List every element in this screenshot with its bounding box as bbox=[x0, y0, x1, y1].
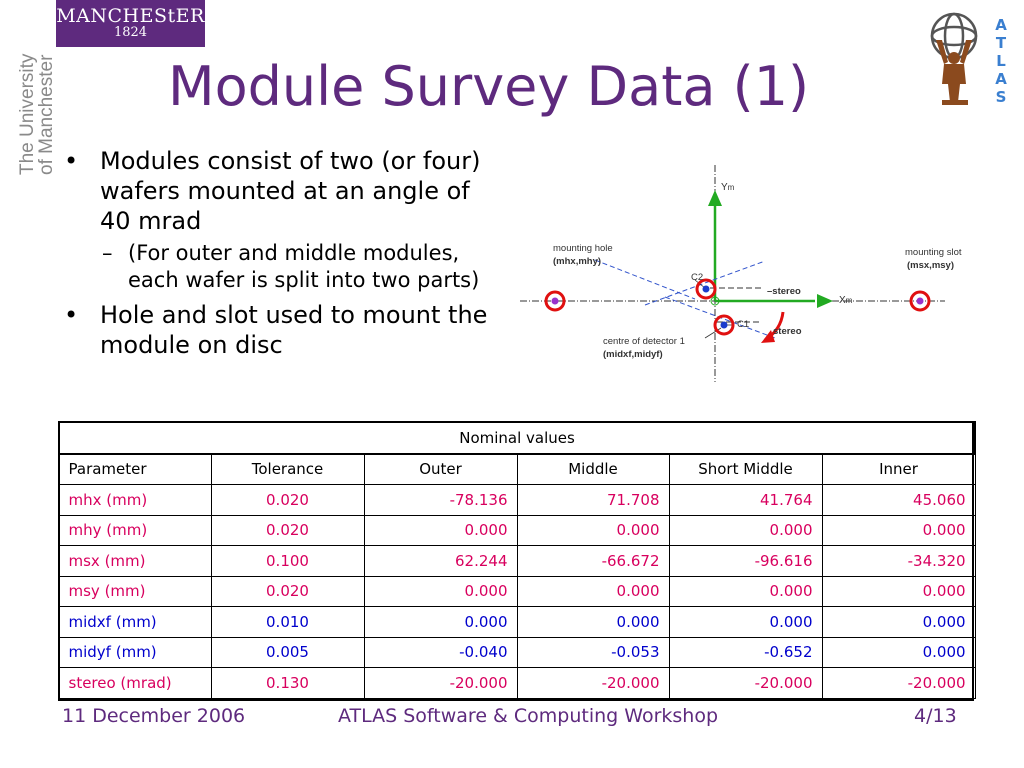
sub-bullet-text: (For outer and middle modules, each wafer is split into two parts) bbox=[128, 241, 480, 292]
logo-year: 1824 bbox=[113, 25, 148, 40]
bullet-dot: • bbox=[64, 147, 79, 175]
table-cell: 0.000 bbox=[364, 576, 517, 607]
ym-arrow-head bbox=[708, 190, 722, 206]
table-cell: 0.100 bbox=[211, 546, 364, 577]
bullet-item-wafers bbox=[58, 146, 498, 294]
table-cell: stereo (mrad) bbox=[59, 668, 211, 699]
table-cell: msy (mm) bbox=[59, 576, 211, 607]
sub-bullet-list bbox=[100, 240, 498, 294]
mounting-hole-dot bbox=[552, 298, 559, 305]
c2-label: C2 bbox=[691, 272, 704, 283]
bullet-dot: • bbox=[64, 301, 79, 329]
mounting-hole-label: mounting hole bbox=[553, 243, 613, 254]
xm-arrow-head bbox=[817, 294, 833, 308]
table-cell: 0.000 bbox=[517, 515, 669, 546]
table-cell: 0.020 bbox=[211, 485, 364, 516]
header-cell: Inner bbox=[822, 454, 975, 485]
university-vertical-text bbox=[18, 54, 56, 175]
bullet-text-hole-slot: Hole and slot used to mount the module on disc bbox=[100, 301, 488, 359]
atlas-letter-s: S bbox=[995, 88, 1007, 106]
table-row bbox=[59, 546, 975, 577]
table-cell: 0.000 bbox=[669, 576, 822, 607]
table-cell: 0.020 bbox=[211, 515, 364, 546]
footer-page-number: 4/13 bbox=[914, 705, 957, 727]
table-cell: -20.000 bbox=[669, 668, 822, 699]
c1-dot bbox=[721, 322, 728, 329]
table-row bbox=[59, 515, 975, 546]
bullet-text-wafers: Modules consist of two (or four) wafers mounted at an angle of 40 mrad bbox=[100, 147, 481, 235]
header-cell: Tolerance bbox=[211, 454, 364, 485]
table-cell: mhx (mm) bbox=[59, 485, 211, 516]
mounting-slot-dot bbox=[917, 298, 924, 305]
bullet-list bbox=[58, 146, 498, 364]
table-cell: -66.672 bbox=[517, 546, 669, 577]
header-cell: Middle bbox=[517, 454, 669, 485]
neg-stereo-label: –stereo bbox=[767, 286, 801, 297]
table-cell: 0.000 bbox=[669, 515, 822, 546]
table-row bbox=[59, 485, 975, 516]
mounting-slot-label: mounting slot bbox=[905, 247, 962, 258]
nominal-values-table bbox=[58, 421, 976, 699]
table-cell: 41.764 bbox=[669, 485, 822, 516]
table-row bbox=[59, 607, 975, 638]
atlas-letter-t: T bbox=[995, 34, 1007, 52]
table-cell: 0.000 bbox=[364, 607, 517, 638]
stereo-line-lower2 bbox=[595, 260, 695, 299]
table-cell: 0.000 bbox=[822, 515, 975, 546]
table-cell: 62.244 bbox=[364, 546, 517, 577]
table-cell: -78.136 bbox=[364, 485, 517, 516]
atlas-letter-a2: A bbox=[995, 70, 1007, 88]
slide-title: Module Survey Data (1) bbox=[168, 55, 810, 118]
bullet-item-hole-slot bbox=[58, 300, 498, 360]
table-cell: midxf (mm) bbox=[59, 607, 211, 638]
sub-bullet-dash: – bbox=[102, 241, 113, 265]
c1-label: C1 bbox=[737, 319, 750, 330]
table-cell: 0.130 bbox=[211, 668, 364, 699]
table-cell: 0.000 bbox=[364, 515, 517, 546]
table-cell: 0.005 bbox=[211, 637, 364, 668]
table-cell: 0.000 bbox=[517, 576, 669, 607]
university-line1: The University bbox=[17, 53, 38, 175]
table-cell: -96.616 bbox=[669, 546, 822, 577]
table-cell: -34.320 bbox=[822, 546, 975, 577]
table-cell: 45.060 bbox=[822, 485, 975, 516]
atlas-logo bbox=[916, 6, 1016, 106]
university-line2: of Manchester bbox=[36, 54, 57, 175]
mounting-slot-coords: (msx,msy) bbox=[907, 260, 954, 271]
manchester-logo bbox=[56, 0, 205, 47]
centre-coords: (midxf,midyf) bbox=[603, 349, 663, 360]
table-caption: Nominal values bbox=[59, 422, 975, 454]
table-caption-row bbox=[59, 422, 975, 454]
table-cell: -0.053 bbox=[517, 637, 669, 668]
footer-date: 11 December 2006 bbox=[62, 705, 246, 727]
table-cell: 0.000 bbox=[822, 576, 975, 607]
table-header-row bbox=[59, 454, 975, 485]
table-cell: 71.708 bbox=[517, 485, 669, 516]
atlas-letter-a1: A bbox=[995, 16, 1007, 34]
c2-dot bbox=[703, 286, 710, 293]
ym-label: Ym bbox=[721, 182, 735, 193]
table-cell: msx (mm) bbox=[59, 546, 211, 577]
table-cell: 0.000 bbox=[822, 607, 975, 638]
table-cell: -0.040 bbox=[364, 637, 517, 668]
header-cell: Parameter bbox=[59, 454, 211, 485]
atlas-letter-l: L bbox=[996, 52, 1006, 70]
logo-wordmark: MANCHEStER bbox=[56, 5, 205, 27]
table-cell: -0.652 bbox=[669, 637, 822, 668]
centre-label: centre of detector 1 bbox=[603, 336, 685, 347]
footer-event: ATLAS Software & Computing Workshop bbox=[338, 705, 719, 727]
table-cell: -20.000 bbox=[822, 668, 975, 699]
table-cell: 0.010 bbox=[211, 607, 364, 638]
table-cell: 0.000 bbox=[669, 607, 822, 638]
header-cell: Outer bbox=[364, 454, 517, 485]
header-cell: Short Middle bbox=[669, 454, 822, 485]
table-cell: 0.000 bbox=[822, 637, 975, 668]
sub-bullet-item bbox=[100, 240, 498, 294]
table-cell: 0.020 bbox=[211, 576, 364, 607]
table-cell: 0.000 bbox=[517, 607, 669, 638]
table-cell: midyf (mm) bbox=[59, 637, 211, 668]
table-row bbox=[59, 576, 975, 607]
table-row bbox=[59, 668, 975, 699]
table-cell: mhy (mm) bbox=[59, 515, 211, 546]
table-cell: -20.000 bbox=[517, 668, 669, 699]
mounting-hole-coords: (mhx,mhy) bbox=[553, 256, 602, 267]
module-diagram bbox=[515, 160, 962, 385]
table-row bbox=[59, 637, 975, 668]
atlas-figure-icon bbox=[936, 40, 972, 105]
atlas-globe-icon bbox=[932, 14, 976, 58]
table-cell: -20.000 bbox=[364, 668, 517, 699]
xm-label: Xm bbox=[839, 295, 853, 306]
stereo-label: stereo bbox=[773, 326, 802, 337]
